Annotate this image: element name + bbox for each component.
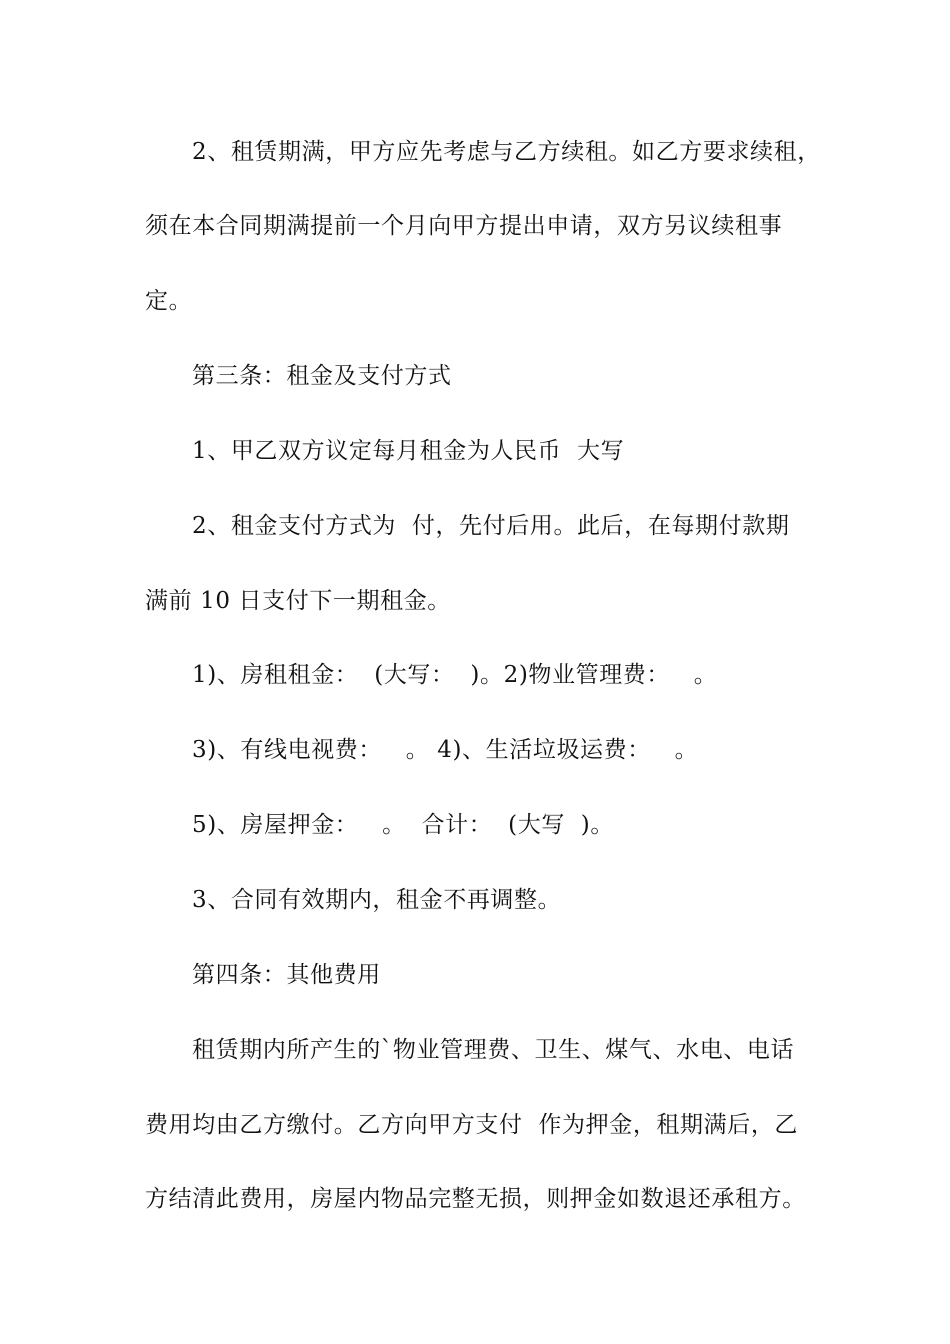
section-heading-article-3: 第三条：租金及支付方式: [192, 363, 452, 389]
fee-line-rent-and-management: 1)、房租租金： (大写： )。2)物业管理费： 。: [192, 662, 718, 688]
paragraph-line-renewal-end: 定。: [145, 288, 193, 314]
paragraph-line-payment-method-cont: 满前 10 日支付下一期租金。: [145, 588, 451, 614]
paragraph-line-other-fees-cont: 费用均由乙方缴付。乙方向甲方支付 作为押金，租期满后，乙: [145, 1112, 799, 1138]
fee-line-tv-and-garbage: 3)、有线电视费： 。 4)、生活垃圾运费： 。: [192, 737, 699, 763]
paragraph-line-payment-method: 2、租金支付方式为 付，先付后用。此后，在每期付款期: [192, 513, 790, 539]
paragraph-line-no-adjustment: 3、合同有效期内，租金不再调整。: [192, 887, 562, 913]
section-heading-article-4: 第四条：其他费用: [192, 962, 381, 988]
paragraph-line-monthly-rent: 1、甲乙双方议定每月租金为人民币 大写: [192, 438, 625, 464]
fee-line-deposit-and-total: 5)、房屋押金： 。 合计： (大写 )。: [192, 812, 614, 838]
paragraph-line-renewal-cont: 须在本合同期满提前一个月向甲方提出申请，双方另议续租事: [145, 213, 783, 239]
paragraph-line-renewal: 2、租赁期满，甲方应先考虑与乙方续租。如乙方要求续租，: [192, 139, 821, 165]
paragraph-line-other-fees: 租赁期内所产生的`物业管理费、卫生、煤气、水电、电话: [192, 1037, 795, 1063]
paragraph-line-other-fees-end: 方结清此费用，房屋内物品完整无损，则押金如数退还承租方。: [145, 1186, 806, 1212]
